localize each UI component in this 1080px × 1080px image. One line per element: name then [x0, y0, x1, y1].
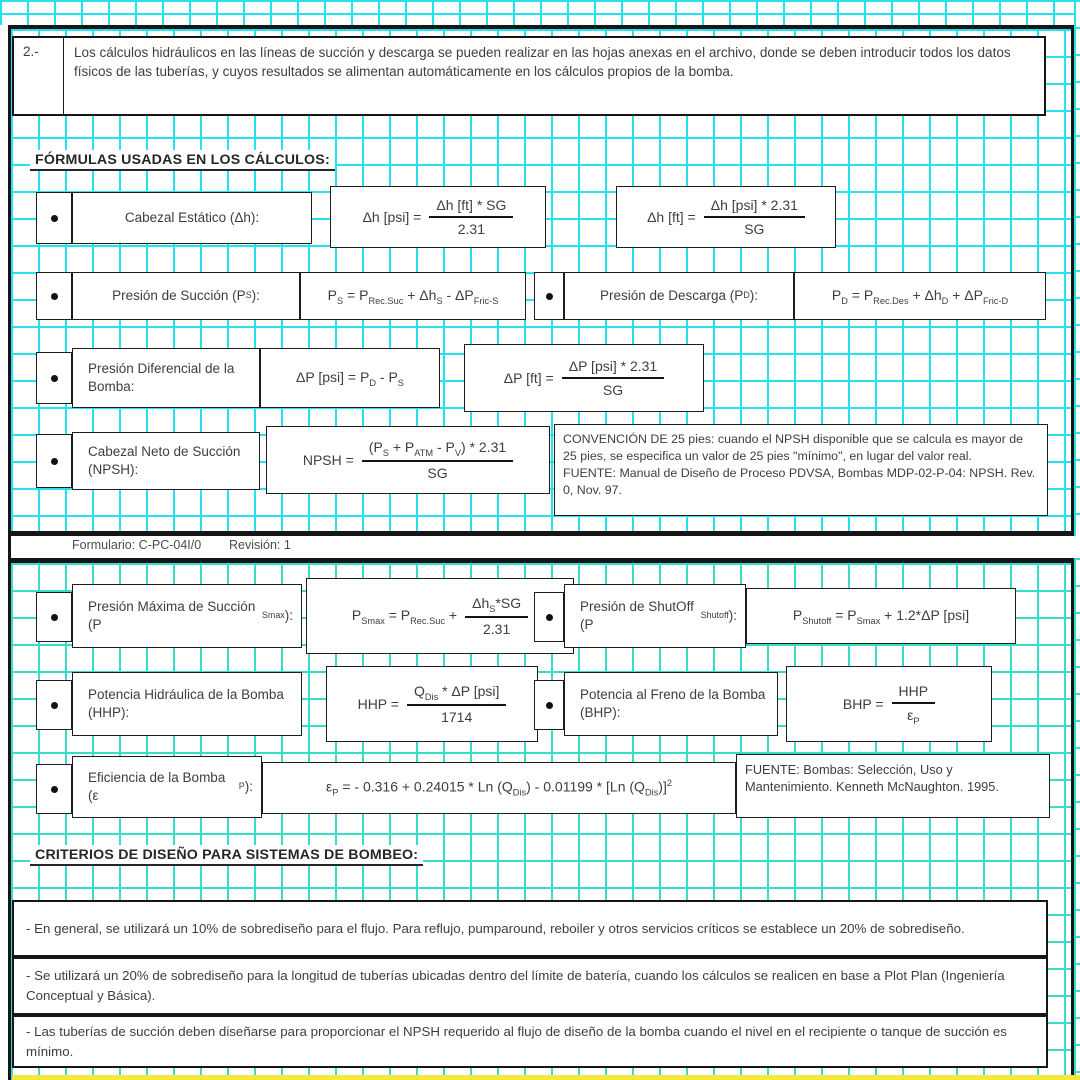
formula-label-npsh: Cabezal Neto de Succión (NPSH): [72, 432, 260, 490]
formula-label-presion-descarga: Presión de Descarga (P D ): [564, 272, 794, 320]
fraction-denominator: $\varepsilon_P$ [907, 706, 920, 726]
page-formulas [8, 25, 1074, 536]
criterios-section-header: CRITERIOS DE DISEÑO PARA SISTEMAS DE BOMBEO: [30, 845, 423, 866]
item-2-number: 2.- [14, 38, 64, 114]
fraction-denominator: 2.31 [482, 621, 511, 638]
bullet-icon [546, 293, 553, 300]
bullet-icon [51, 375, 58, 382]
fraction-numerator: $Q_{Dis}$ * ΔP [psi] [413, 682, 500, 702]
equation-dh-ft [616, 186, 836, 248]
bullet-cell [36, 192, 72, 244]
bullet-icon [546, 614, 553, 621]
left-border-gap-segment [8, 536, 11, 558]
equation-eficiencia [262, 762, 736, 814]
left-border-bottom-segment [8, 1074, 11, 1080]
equation-lhs: ΔP [ft] = [503, 370, 554, 386]
npsh-convention-text: CONVENCIÓN DE 25 pies: cuando el NPSH disponible que se calcula es mayor de 25 pies, se especifica un valor de 25 pies "mínimo", en lugar del valor real. [563, 432, 1024, 463]
fraction-numerator: Δh [psi] * 2.31 [710, 197, 798, 213]
equation-bhp [786, 666, 992, 742]
item-2-box [12, 36, 1046, 116]
fraction-numerator: $(P_S + P_{ATM} - P_V) * 2.31$ [368, 438, 507, 458]
grid-strip-top [0, 0, 1080, 25]
formula-label-eficiencia: Eficiencia de la Bomba (ε P ): [72, 756, 262, 818]
equation-lhs: Δh [ft] = [647, 209, 696, 225]
bullet-cell [36, 352, 72, 404]
formulas-section-header: FÓRMULAS USADAS EN LOS CÁLCULOS: [30, 150, 335, 171]
item-2-text: Los cálculos hidráulicos en las líneas de succión y descarga se pueden realizar en las hojas anexas en el archivo, donde se deben introducir todos los datos físicos de las tuberías, y cuyos resultados se alimentan automáticamente en los cálculos propios de la bomba. [74, 45, 1011, 80]
fraction-numerator: Δh [ft] * SG [436, 197, 507, 213]
equation-shutoff [746, 588, 1016, 644]
bullet-icon [51, 215, 58, 222]
bullet-cell [534, 272, 564, 320]
equation-lhs: $P_{Smax} = P_{Rec.Suc}$ + [351, 606, 458, 626]
fraction [562, 358, 664, 398]
equation-body: $P_{Shutoff} = P_{Smax} + 1.2*\Delta P$ [psi] [792, 606, 970, 626]
criterio-item: - En general, se utilizará un 10% de sobrediseño para el flujo. Para reflujo, pumparound, reboiler y otros servicios críticos se establece un 20% de sobrediseño. [12, 900, 1048, 957]
fraction-denominator: SG [744, 221, 765, 237]
equation-dh-psi [330, 186, 546, 248]
page-footer-clipped: Formulario: C-PC-04I/0 Revisión: 1 [72, 538, 291, 549]
bullet-icon [51, 458, 58, 465]
bullet-icon [51, 614, 58, 621]
fraction [407, 683, 506, 726]
fraction-numerator: HHP [898, 682, 929, 699]
npsh-source-text: FUENTE: Manual de Diseño de Proceso PDVSA, Bombas MDP-02-P-04: NPSH. Rev. 0, Nov. 97. [563, 465, 1036, 497]
criterio-item: - Las tuberías de succión deben diseñarse para proporcionar el NPSH requerido al flujo de diseño de la bomba cuando el nivel en el recipiente o tanque de succión es mínimo. [12, 1015, 1048, 1068]
eficiencia-source-note: FUENTE: Bombas: Selección, Uso y Mantenimiento. Kenneth McNaughton. 1995. [736, 754, 1050, 818]
formula-label-presion-succion: Presión de Succión (P S ): [72, 272, 300, 320]
equation-hhp [326, 666, 538, 742]
formula-label-bhp: Potencia al Freno de la Bomba (BHP): [564, 672, 778, 736]
fraction-numerator: $\Delta h_S*SG$ [472, 594, 522, 614]
equation-body: $P_D = P_{Rec.Des} + \Delta h_D + \Delta P_{Fric-D}$ [831, 286, 1009, 306]
equation-lhs: Δh [psi] = [362, 209, 422, 225]
fraction-denominator: SG [602, 382, 624, 398]
fraction-numerator: ΔP [psi] * 2.31 [568, 358, 658, 374]
formula-label-cabezal-estatico: Cabezal Estático (Δh): [72, 192, 312, 244]
criterio-item: - Se utilizará un 20% de sobrediseño para la longitud de tuberías ubicadas dentro del límite de batería, cuando los cálculos se realicen en base a Plot Plan (Ingeniería Conceptual y Básica). [12, 957, 1048, 1015]
equation-dp-psi [260, 348, 440, 408]
formula-label-presion-maxima: Presión Máxima de Succión (P Smax ): [72, 584, 302, 648]
equation-body: ΔP $[psi] = P_D - P_S$ [296, 368, 404, 388]
bullet-icon [546, 702, 553, 709]
page-criterios [8, 558, 1074, 1080]
bullet-cell [36, 272, 72, 320]
fraction [362, 439, 513, 482]
fraction [465, 595, 528, 638]
grid-sliver-right-top [1074, 0, 1080, 536]
bullet-icon [51, 293, 58, 300]
fraction [429, 197, 513, 237]
fraction-denominator: SG [427, 465, 448, 482]
npsh-convention-note [554, 424, 1048, 516]
fraction [892, 683, 936, 726]
formula-label-shutoff: Presión de ShutOff (P Shutoff ): [564, 584, 746, 648]
bullet-cell [36, 680, 72, 730]
equation-lhs: HHP = [357, 696, 399, 712]
equation-presion-descarga [794, 272, 1046, 320]
fraction-denominator: 2.31 [457, 221, 485, 237]
bullet-cell [36, 592, 72, 642]
bullet-icon [51, 786, 58, 793]
equation-lhs: NPSH = [302, 452, 354, 468]
fraction [704, 197, 805, 237]
equation-presion-succion [300, 272, 526, 320]
fraction-denominator: 1714 [441, 709, 473, 726]
bullet-cell [36, 434, 72, 488]
bullet-cell [534, 680, 564, 730]
bullet-icon [51, 702, 58, 709]
formula-label-hhp: Potencia Hidráulica de la Bomba (HHP): [72, 672, 302, 736]
equation-npsh [266, 426, 550, 494]
equation-lhs: BHP = [842, 696, 884, 712]
equation-body: $\varepsilon_P$ = - 0.316 + 0.24015 * Ln $(Q_{Dis}) - 0.01199 * [Ln$ $(Q_{Dis})]^2$ [326, 778, 672, 798]
equation-dp-ft [464, 344, 704, 412]
bullet-cell [36, 764, 72, 814]
grid-sliver-right-bottom [1074, 558, 1080, 1080]
formula-label-presion-diferencial: Presión Diferencial de la Bomba: [72, 348, 260, 408]
bullet-cell [534, 592, 564, 642]
bottom-yellow-bar [12, 1075, 1080, 1080]
equation-body: $P_S = P_{Rec.Suc} + \Delta h_S - \Delta P_{Fric-S}$ [327, 286, 499, 306]
